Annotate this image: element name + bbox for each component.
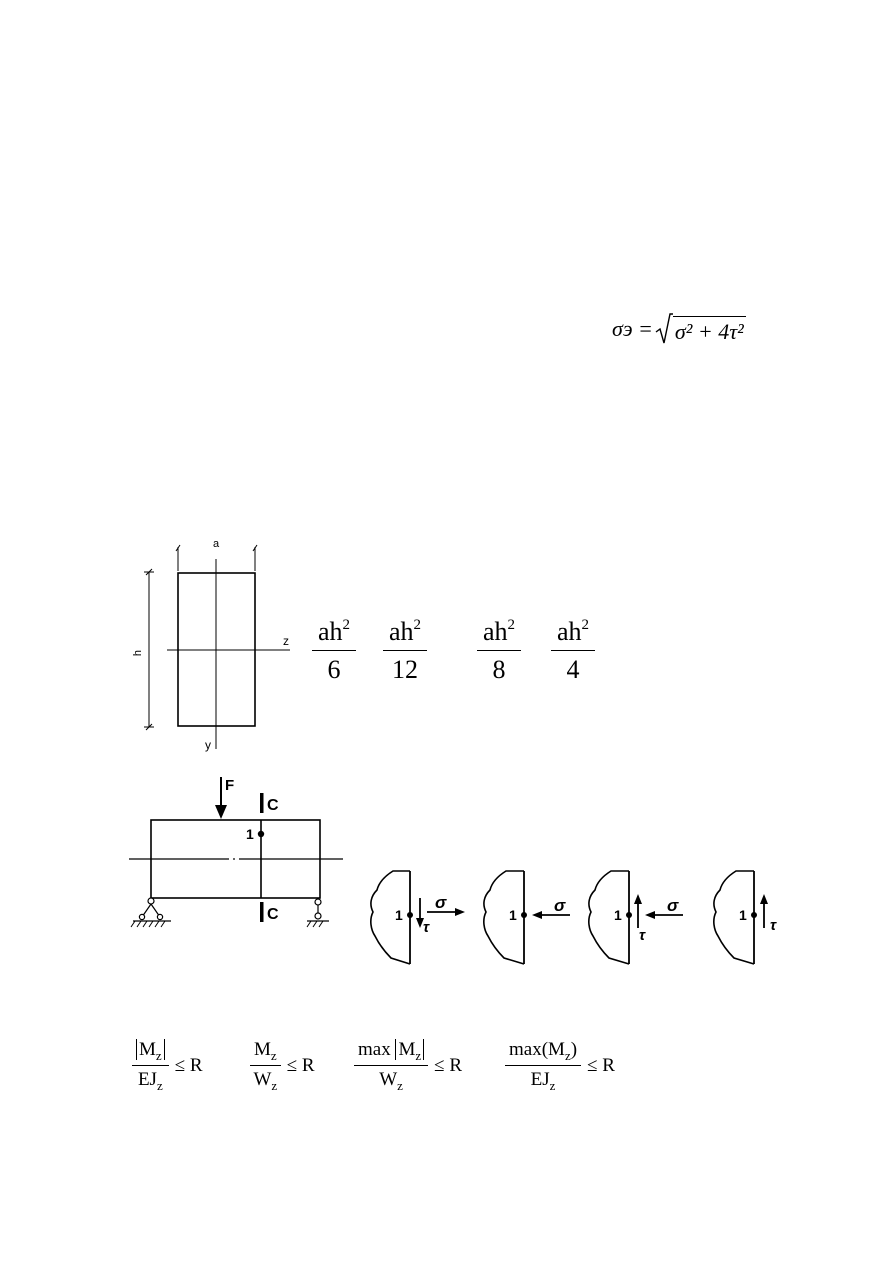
strength-condition-d[interactable]: $\frac{\max(M_z)}{EJ_z}$ ≤ R (505, 1040, 615, 1092)
sqrt-sign-icon (655, 312, 673, 346)
svg-text:σ: σ (554, 896, 566, 915)
stress-state-option-1[interactable] (365, 868, 475, 968)
svg-text:τ: τ (639, 927, 646, 944)
strength-condition-c[interactable]: $\frac{\max M_z}{W_z}$ ≤ R (354, 1040, 462, 1092)
stress-state-option-3[interactable] (583, 868, 693, 968)
modulus-option-3[interactable]: $\frac{ah^2}{8}$ (477, 618, 521, 683)
section-label-bottom: C (267, 906, 279, 923)
stress-state-option-4[interactable] (708, 868, 798, 968)
svg-text:τ: τ (423, 919, 430, 936)
modulus-option-4[interactable]: $\frac{ah^2}{4}$ (551, 618, 595, 683)
force-label: F (225, 777, 235, 794)
width-label: a (212, 538, 220, 550)
pin-support-icon (131, 898, 171, 927)
formula-lhs: σэ = (612, 316, 653, 341)
svg-text:1: 1 (614, 907, 622, 923)
z-axis-label: z (283, 634, 289, 648)
height-label: h (132, 649, 144, 657)
formula-radicand: σ² + 4τ² (673, 316, 746, 345)
svg-text:1: 1 (739, 907, 747, 923)
stress-state-option-2[interactable] (478, 868, 578, 968)
strength-condition-b[interactable]: $\frac{M_z}{W_z}$ ≤ R (250, 1040, 315, 1092)
y-axis-label: y (205, 738, 211, 752)
equivalent-stress-formula (612, 312, 746, 346)
point-label: 1 (246, 826, 254, 842)
modulus-option-1[interactable]: $\frac{ah^2}{6}$ (312, 618, 356, 683)
svg-text:σ: σ (667, 896, 679, 915)
section-label-top: C (267, 797, 279, 814)
modulus-option-2[interactable]: $\frac{ah^2}{12}$ (383, 618, 427, 683)
roller-support-icon (307, 899, 329, 927)
svg-text:1: 1 (509, 907, 517, 923)
svg-text:τ: τ (770, 917, 777, 934)
cross-section-figure (130, 535, 305, 755)
beam-figure (125, 775, 350, 935)
svg-text:σ: σ (435, 893, 447, 912)
svg-text:1: 1 (395, 907, 403, 923)
strength-condition-a[interactable]: $\frac{M_z}{EJ_z}$ ≤ R (132, 1040, 203, 1092)
